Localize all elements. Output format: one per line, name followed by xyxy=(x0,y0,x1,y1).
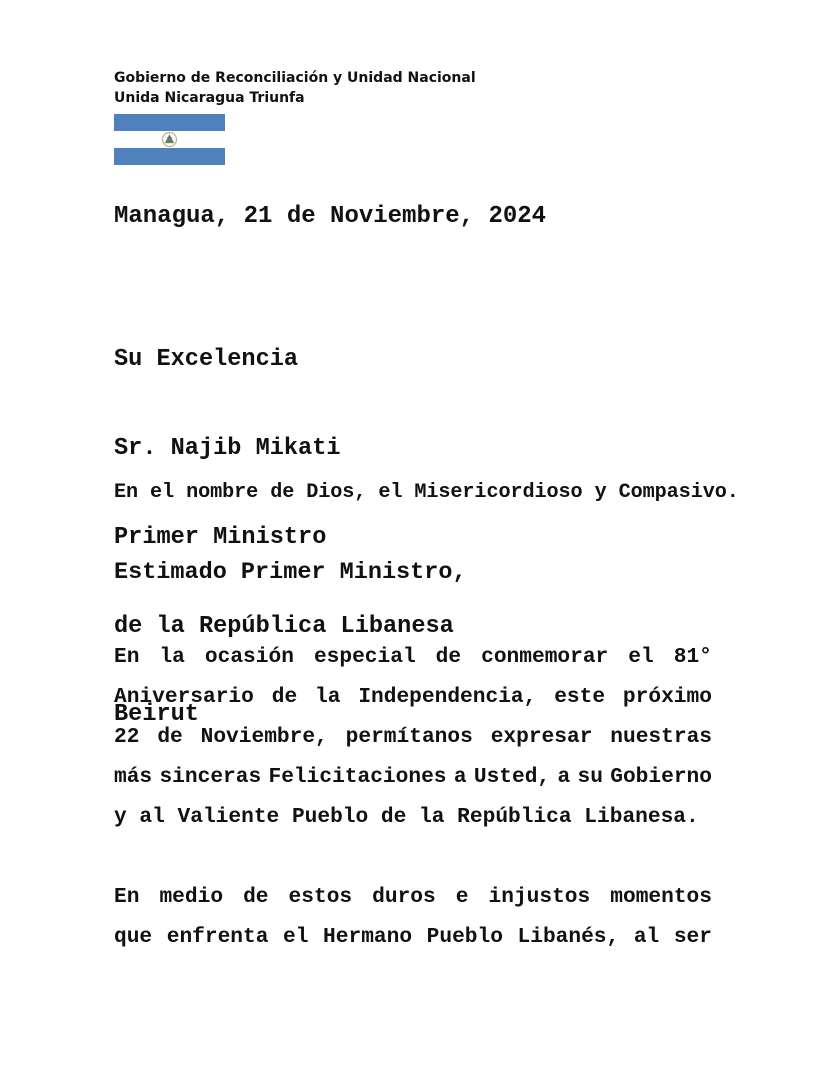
word: Pueblo xyxy=(291,805,369,829)
word: 22 xyxy=(114,725,140,749)
word: momentos xyxy=(610,885,712,909)
salutation: Estimado Primer Ministro, xyxy=(114,559,467,586)
paragraph-line xyxy=(114,677,712,717)
word: de xyxy=(243,885,269,909)
paragraph-line xyxy=(114,717,712,757)
invocation: En el nombre de Dios, el Misericordioso y Compasivo. xyxy=(114,481,739,504)
recipient-name: Sr. Najib Mikati xyxy=(114,434,341,462)
paragraph-line xyxy=(114,877,712,917)
word: estos xyxy=(288,885,353,909)
flag-bottom-band xyxy=(114,148,225,165)
recipient-country: de la República Libanesa xyxy=(114,612,454,640)
paragraph-line xyxy=(114,757,712,797)
word: al xyxy=(139,805,165,829)
word: duros xyxy=(372,885,436,909)
word: la xyxy=(315,685,341,709)
word: la xyxy=(419,805,445,829)
word: de xyxy=(157,725,183,749)
paragraph-line xyxy=(114,637,712,677)
word: más xyxy=(114,765,153,789)
word: Hermano xyxy=(323,925,413,949)
word: injustos xyxy=(488,885,591,909)
word: Valiente xyxy=(177,805,280,829)
word: que xyxy=(114,925,153,949)
body-paragraph-2 xyxy=(114,877,712,957)
body-paragraph-1 xyxy=(114,637,712,837)
word: República xyxy=(457,805,572,829)
recipient-honorific: Su Excelencia xyxy=(114,346,299,374)
word: expresar xyxy=(490,725,593,749)
word: de xyxy=(380,805,407,829)
word: el xyxy=(628,645,654,669)
word: a xyxy=(557,765,571,789)
word: En xyxy=(114,885,140,909)
word: nuestras xyxy=(610,725,712,749)
flag-top-band xyxy=(114,114,225,131)
word: este xyxy=(554,685,606,709)
letterhead-government-name: Gobierno de Reconciliación y Unidad Nacional xyxy=(114,70,476,86)
word: la xyxy=(159,645,185,669)
word: 81° xyxy=(673,645,712,669)
coat-of-arms-icon xyxy=(161,131,178,148)
recipient-title: Primer Ministro xyxy=(114,523,327,551)
word: medio xyxy=(159,885,224,909)
nicaragua-flag-icon xyxy=(114,114,225,165)
word: al xyxy=(633,925,660,949)
word: especial xyxy=(313,645,416,669)
word: sinceras xyxy=(159,765,262,789)
word: a xyxy=(453,765,467,789)
word: Noviembre, xyxy=(200,725,328,749)
word: Usted, xyxy=(473,765,551,789)
letterhead-slogan: Unida Nicaragua Triunfa xyxy=(114,90,305,106)
word: permítanos xyxy=(345,725,473,749)
word: Felicitaciones xyxy=(268,765,447,789)
word: y xyxy=(114,805,127,829)
word: En xyxy=(114,645,140,669)
word: Libanés, xyxy=(517,925,620,949)
word: su xyxy=(577,765,603,789)
word: de xyxy=(435,645,462,669)
letterhead xyxy=(114,68,476,108)
word: e xyxy=(455,885,469,909)
word: Pueblo xyxy=(426,925,503,949)
recipient-city: Beirut xyxy=(114,701,199,729)
word: próximo xyxy=(622,685,712,709)
date-line: Managua, 21 de Noviembre, 2024 xyxy=(114,203,547,230)
word: Independencia, xyxy=(358,685,537,709)
word: ser xyxy=(673,925,712,949)
word: Libanesa. xyxy=(584,805,699,829)
word: ocasión xyxy=(204,645,294,669)
word: Aniversario xyxy=(114,685,254,709)
word: de xyxy=(271,685,298,709)
paragraph-line xyxy=(114,797,712,837)
word: Gobierno xyxy=(610,765,712,789)
paragraph-line xyxy=(114,917,712,957)
flag-middle-band xyxy=(114,131,225,148)
word: el xyxy=(283,925,309,949)
word: conmemorar xyxy=(481,645,609,669)
word: enfrenta xyxy=(166,925,269,949)
